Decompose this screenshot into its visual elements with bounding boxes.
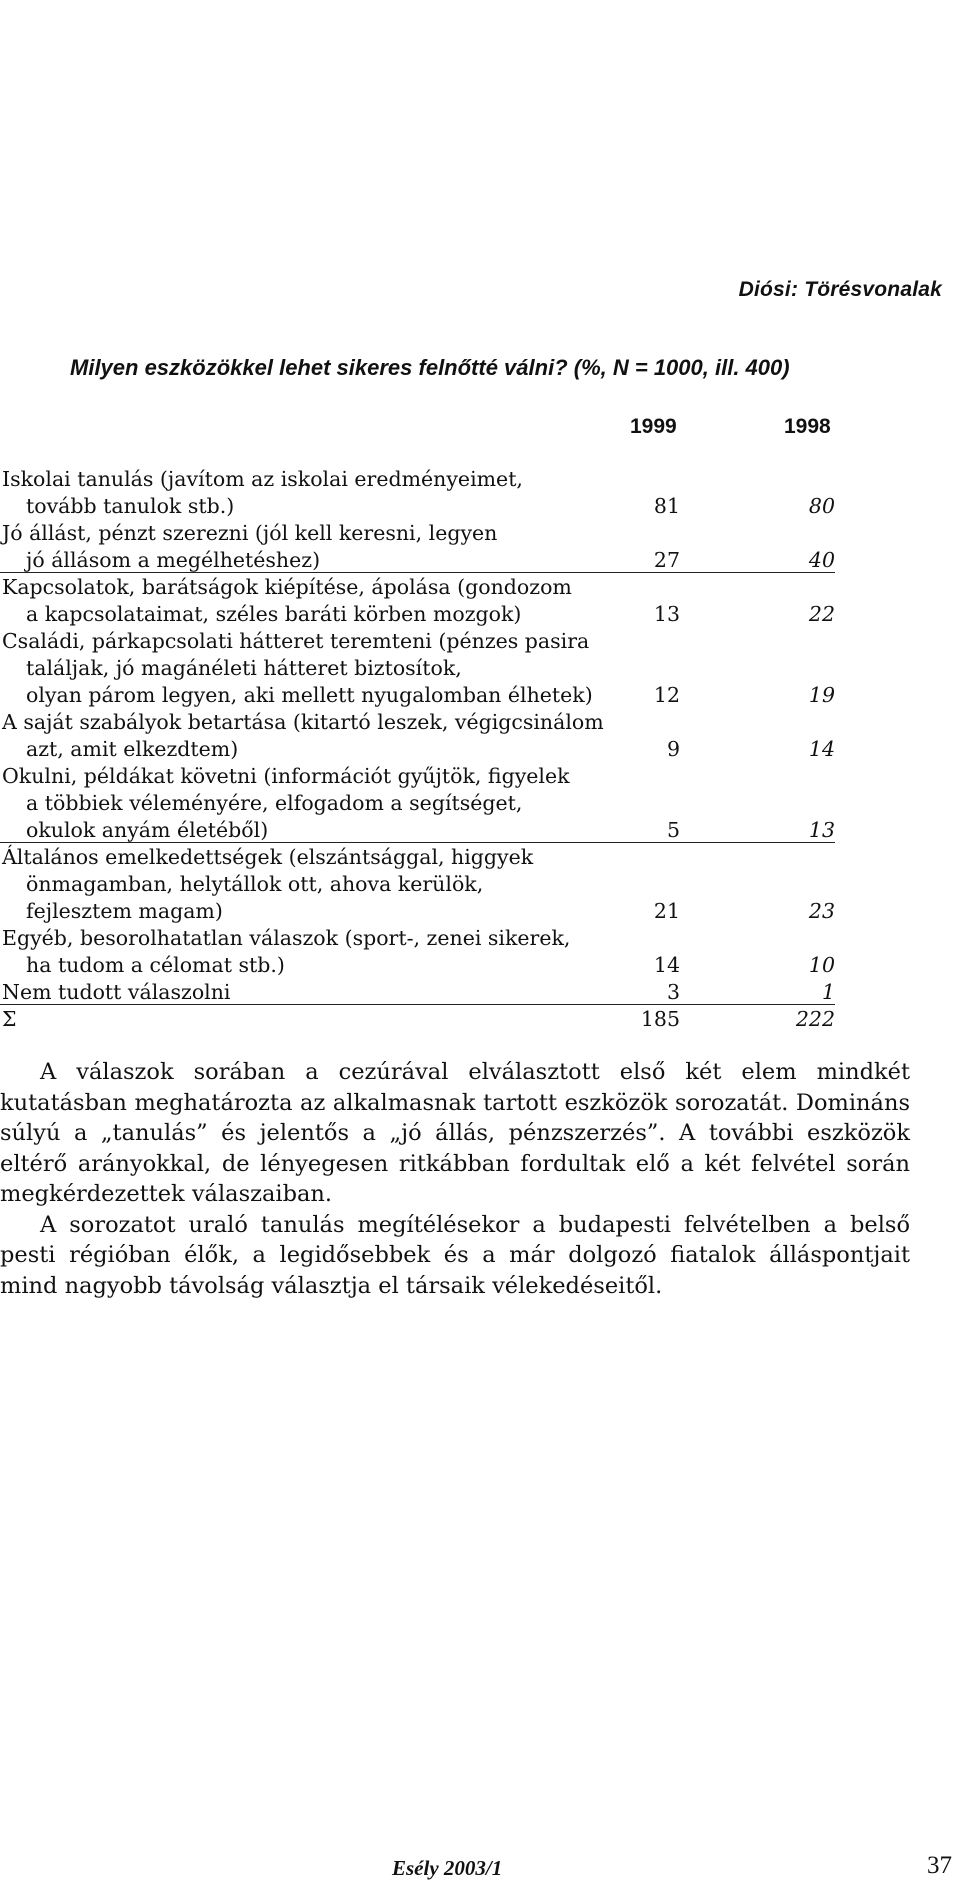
table-row xyxy=(0,466,835,520)
row-label-line: Általános emelkedettségek (elszántsággal, higgyek xyxy=(2,845,534,869)
row-label-line: a kapcsolataimat, széles baráti körben mozgok) xyxy=(26,602,522,626)
value-1998: 23 xyxy=(808,899,835,923)
table-row xyxy=(0,709,835,763)
row-label-line: Nem tudott válaszolni xyxy=(2,980,231,1004)
value-1999: 185 xyxy=(640,1007,680,1031)
value-1998: 19 xyxy=(808,683,835,707)
value-1998: 22 xyxy=(808,602,835,626)
row-label-line: tovább tanulok stb.) xyxy=(26,494,235,518)
row-label-line: olyan párom legyen, aki mellett nyugalomban élhetek) xyxy=(26,683,593,707)
row-label-line: A saját szabályok betartása (kitartó leszek, végigcsinálom xyxy=(2,710,604,734)
value-1999: 21 xyxy=(653,899,680,923)
table-row xyxy=(0,628,835,709)
journal-footer: Esély 2003/1 xyxy=(392,1856,503,1880)
column-header-1998: 1998 xyxy=(784,415,831,438)
value-1999: 3 xyxy=(666,980,680,1004)
value-1998: 10 xyxy=(808,953,835,977)
row-label-line: Kapcsolatok, barátságok kiépítése, ápolása (gondozom xyxy=(2,575,572,599)
value-1998: 14 xyxy=(808,737,835,761)
paragraph-2: A sorozatot uraló tanulás megítélésekor a budapesti felvételben a belső pesti régióban élők, a legidősebbek és a már dolgozó fiatalok álláspontjait mind nagyobb távolság választja el társaik vélekedéseitől. xyxy=(0,1211,910,1299)
row-label-line: fejlesztem magam) xyxy=(26,899,223,923)
row-label-line: önmagamban, helytállok ott, ahova kerülök, xyxy=(26,872,484,896)
body-text xyxy=(0,1057,910,1301)
row-label-line: Egyéb, besorolhatatlan válaszok (sport-, zenei sikerek, xyxy=(2,926,571,950)
value-1999: 13 xyxy=(653,602,680,626)
value-1999: 81 xyxy=(653,494,680,518)
row-label-line: a többiek véleményére, elfogadom a segítséget, xyxy=(26,791,523,815)
row-label-line: találjak, jó magánéleti hátteret biztosítok, xyxy=(26,656,462,680)
table-row xyxy=(0,763,835,844)
table-row xyxy=(0,979,835,1006)
value-1998: 40 xyxy=(808,548,835,572)
row-label-line: Jó állást, pénzt szerezni (jól kell keresni, legyen xyxy=(2,521,498,545)
table-rule xyxy=(0,842,835,843)
value-1999: 14 xyxy=(653,953,680,977)
row-label-line: jó állásom a megélhetéshez) xyxy=(26,548,321,572)
paragraph-1: A válaszok sorában a cezúrával elválasztott első két elem mindkét kutatásban meghatározta az alkalmasnak tartott eszközök sorozatát. Domináns súlyú a „tanulás” és jelentős a „jó állás, pénzszerzés”. A további eszközök eltérő arányokkal, de lényegesen ritkábban fordultak elő a két felvétel során megkérdezettek válaszaiban. xyxy=(0,1059,910,1207)
row-label-line: Okulni, példákat követni (információt gyűjtök, figyelek xyxy=(2,764,570,788)
value-1999: 9 xyxy=(666,737,680,761)
value-1998: 13 xyxy=(808,818,835,842)
value-1998: 80 xyxy=(808,494,835,518)
table-rule xyxy=(0,1004,835,1005)
table-row xyxy=(0,520,835,574)
value-1998: 1 xyxy=(821,980,835,1004)
row-label-line: okulok anyám életéből) xyxy=(26,818,269,842)
row-label-line: azt, amit elkezdtem) xyxy=(26,737,239,761)
row-label-line: ha tudom a célomat stb.) xyxy=(26,953,285,977)
table-row xyxy=(0,1006,835,1033)
row-label-line: Iskolai tanulás (javítom az iskolai eredményeimet, xyxy=(2,467,523,491)
table-caption: Milyen eszközökkel lehet sikeres felnőtté válni? (%, N = 1000, ill. 400) xyxy=(70,355,790,380)
running-header: Diósi: Törésvonalak xyxy=(738,278,942,301)
page-number: 37 xyxy=(927,1852,952,1879)
value-1999: 12 xyxy=(653,683,680,707)
value-1999: 27 xyxy=(653,548,680,572)
column-header-1999: 1999 xyxy=(630,415,677,438)
table-row xyxy=(0,574,835,628)
value-1998: 222 xyxy=(795,1007,835,1031)
table-rule xyxy=(0,572,835,573)
table-row xyxy=(0,844,835,925)
row-label-line: Σ xyxy=(2,1007,17,1031)
table-row xyxy=(0,925,835,979)
row-label-line: Családi, párkapcsolati hátteret teremteni (pénzes pasira xyxy=(2,629,590,653)
value-1999: 5 xyxy=(666,818,680,842)
